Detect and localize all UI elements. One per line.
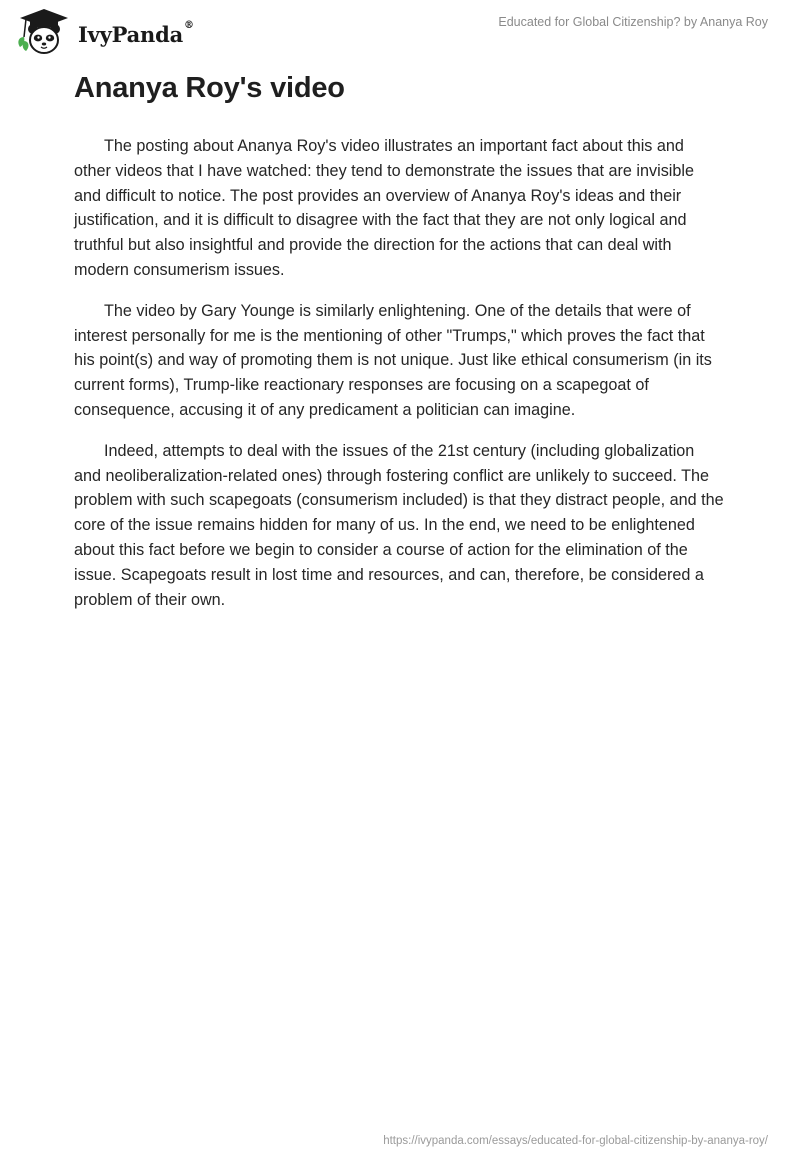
panda-graduate-icon xyxy=(14,7,74,59)
article-body xyxy=(74,134,724,628)
paragraph-2: The video by Gary Younge is similarly enlightening. One of the details that were of interest personally for me is the mentioning of other "Trumps," which proves the fact that his point(s) and way of promoting them is not unique. Just like ethical consumerism (in its current forms), Trump-like reactionary responses are focusing on a scapegoat of consequence, accusing it of any predicament a politician can imagine. xyxy=(74,301,712,419)
source-url[interactable]: https://ivypanda.com/essays/educated-for-global-citizenship-by-ananya-roy/ xyxy=(383,1135,768,1147)
page-header xyxy=(0,0,800,70)
paragraph-3: Indeed, attempts to deal with the issues of the 21st century (including globalization and neoliberalization-related ones) through fostering conflict are unlikely to succeed. The problem with such scapegoats (consumerism included) is that they distract people, and the core of the issue remains hidden for many of us. In the end, we need to be enlightened about this fact before we begin to consider a course of action for the elimination of the issue. Scapegoats result in lost time and resources, and can, therefore, be considered a problem of their own. xyxy=(74,441,724,609)
paragraph-1: The posting about Ananya Roy's video illustrates an important fact about this and other videos that I have watched: they tend to demonstrate the issues that are invisible and difficult to notice. The post provides an overview of Ananya Roy's ideas and their justification, and it is difficult to disagree with the fact that they are not only logical and truthful but also insightful and provide the direction for the actions that can deal with modern consumerism issues. xyxy=(74,137,694,279)
running-title: Educated for Global Citizenship? by Ananya Roy xyxy=(498,15,768,29)
logo-name: IvyPanda xyxy=(78,21,184,47)
page-title: Ananya Roy's video xyxy=(74,72,345,104)
ivypanda-logo[interactable] xyxy=(14,7,194,59)
registered-mark: ® xyxy=(184,19,194,31)
logo-wordmark xyxy=(78,19,194,47)
